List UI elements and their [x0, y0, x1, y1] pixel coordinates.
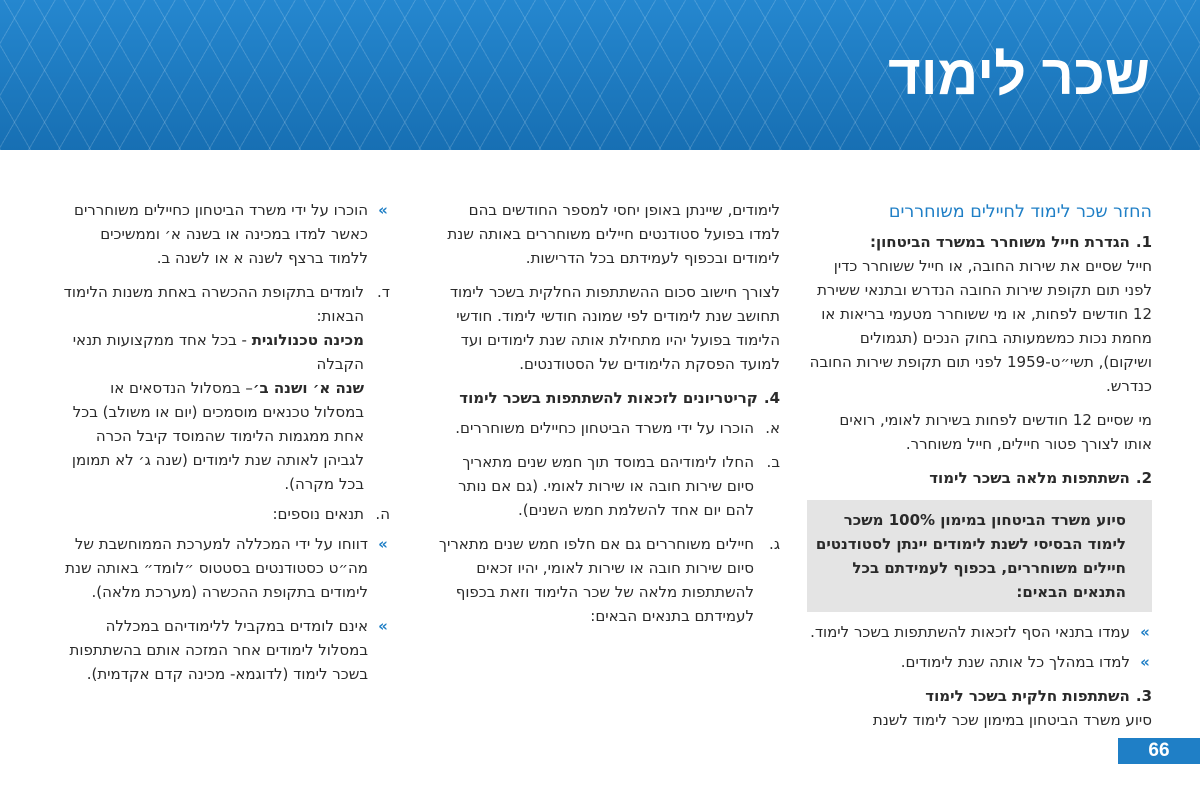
list-item-text: חיילים משוחררים גם אם חלפו חמש שנים מתאריך סיום שירות חובה או שירות לאומי, יהיו זכאים להשתתפות מלאה של שכר הלימוד וזאת בכפוף לעמידתם בתנאים הבאים:: [438, 535, 754, 625]
column-right: [807, 198, 1152, 732]
paragraph-calculation: לצורך חישוב סכום ההשתתפות החלקית בשכר לימוד תחושב שנת לימודים לפי שמונה חודשי לימוד. חודשי הלימוד בפועל יהיו מתחילת אותה שנת לימודים ועד למועד הפסקת הלימודים של הסטודנטים.: [449, 283, 780, 373]
heading-text: השתתפות מלאה בשכר לימוד: [929, 469, 1130, 487]
header-banner: [0, 0, 1200, 150]
chevron-left-icon: »: [378, 535, 388, 553]
list-item: [60, 532, 390, 604]
section-title: החזר שכר לימוד לחיילים משוחררים: [888, 202, 1152, 222]
bold-term: שנה א׳ ושנה ב׳: [252, 379, 364, 397]
chevron-left-icon: »: [378, 617, 388, 635]
heading-partial-participation: [807, 684, 1152, 708]
list-item-text: דווחו על ידי המכללה למערכת הממוחשבת של מה״ט כסטודנטים בסטטוס ״לומד״ באותה שנת לימודים בתקופת ההכשרה (מערכת מלאה).: [65, 535, 368, 601]
page-number: 66: [1118, 738, 1200, 764]
list-item-text: תנאים נוספים:: [272, 505, 364, 523]
list-letter: ג.: [769, 535, 780, 553]
list-item-text: אינם לומדים במקביל ללימודיהם במכללה במסלול לימודים אחר המזכה אותם בהשתתפות בשכר לימוד (לדוגמא- מכינה קדם אקדמית).: [69, 617, 368, 683]
list-item-text: [60, 376, 364, 496]
list-item-text: לומדים בתקופת ההכשרה באחת משנות הלימוד הבאות:: [63, 283, 364, 325]
chevron-left-icon: »: [1140, 653, 1150, 671]
heading-criteria: [435, 386, 780, 410]
list-item-text: [60, 328, 364, 376]
list-letter: ב.: [766, 453, 780, 471]
list-item: [435, 416, 780, 440]
list-item: [435, 532, 780, 628]
list-item: [60, 614, 390, 686]
list-item: [807, 620, 1152, 644]
paragraph-national-service: מי שסיים 12 חודשים לפחות בשירות לאומי, רואים אותו לצורך פטור חיילים, חייל משוחרר.: [839, 411, 1152, 453]
list-item: [435, 450, 780, 522]
list-item-text: הוכרו על ידי משרד הביטחון כחיילים משוחררים כאשר למדו במכינה או בשנה א׳ וממשיכים ללמוד ברצף לשנה א או לשנה ב.: [73, 201, 368, 267]
highlight-box: סיוע משרד הביטחון במימון 100% משכר לימוד הבסיסי לשנת לימודים יינתן לסטודנטים חיילים משוחררים, בכפוף לעמידתם בכל התנאים הבאים:: [807, 500, 1152, 612]
heading-text: הגדרת חייל משוחרר במשרד הביטחון:: [870, 233, 1130, 251]
list-item-body: [60, 280, 364, 496]
heading-number: 2.: [1135, 469, 1152, 487]
bold-term: מכינה טכנולוגית: [251, 331, 364, 349]
list-item-text: עמדו בתנאי הסף לזכאות להשתתפות בשכר לימוד.: [810, 623, 1130, 641]
heading-text: קריטריונים לזכאות להשתתפות בשכר לימוד: [459, 389, 758, 407]
term-description: - בכל אחד ממקצועות תנאי הקבלה: [72, 331, 364, 373]
list-item-text: החלו לימודיהם במוסד תוך חמש שנים מתאריך סיום שירות חובה או שירות לאומי. (גם אם נותר להם יום אחד להשלמת חמש השנים).: [458, 453, 754, 519]
heading-text: השתתפות חלקית בשכר לימוד: [925, 687, 1130, 705]
heading-full-participation: [807, 466, 1152, 490]
column-middle: [435, 198, 780, 628]
heading-definition: [807, 230, 1152, 254]
chevron-left-icon: »: [378, 201, 388, 219]
heading-number: 4.: [763, 389, 780, 407]
paragraph-partial-continued: לימודים, שיינתן באופן יחסי למספר החודשים בהם למדו בפועל סטודנטים חיילים משוחררים באותה שנת לימודים ובכפוף לעמידתם בכל הדרישות.: [447, 201, 780, 267]
chevron-left-icon: »: [1140, 623, 1150, 641]
list-letter: א.: [765, 419, 780, 437]
list-item: [60, 198, 390, 270]
paragraph-definition: חייל שסיים את שירות החובה, או חייל ששוחרר כדין לפני תום תקופת שירות החובה הנדרש ובתנאי ששירת 12 חודשים לפחות, או מי ששוחרר מטעמי בריאות או מחמת נכות כמשמעותה בחוק הנכים (תגמולים ושיקום), תשי״ט-1959 לפני תום תקופת שירות החובה כנדרש.: [809, 257, 1152, 395]
paragraph-partial: סיוע משרד הביטחון במימון שכר לימוד לשנת: [872, 711, 1152, 729]
list-letter: ד.: [377, 283, 390, 301]
heading-number: 1.: [1135, 233, 1152, 251]
term-description: – במסלול הנדסאים או במסלול טכנאים מוסמכים (יום או משולב) בכל אחת ממגמות הלימוד שהמוסד קיבל הכרה לגביהן לאותה שנת לימודים (שנה ג׳ לא תמומן בכל מקרה).: [71, 379, 364, 493]
heading-number: 3.: [1135, 687, 1152, 705]
list-item-text: הוכרו על ידי משרד הביטחון כחיילים משוחררים.: [455, 419, 754, 437]
list-item: [807, 650, 1152, 674]
list-item: [60, 280, 390, 496]
list-letter: ה.: [375, 505, 390, 523]
page-title: שכר לימוד: [888, 43, 1150, 106]
list-item-text: למדו במהלך כל אותה שנת לימודים.: [900, 653, 1130, 671]
column-left: [60, 198, 390, 686]
list-item: [60, 502, 390, 526]
